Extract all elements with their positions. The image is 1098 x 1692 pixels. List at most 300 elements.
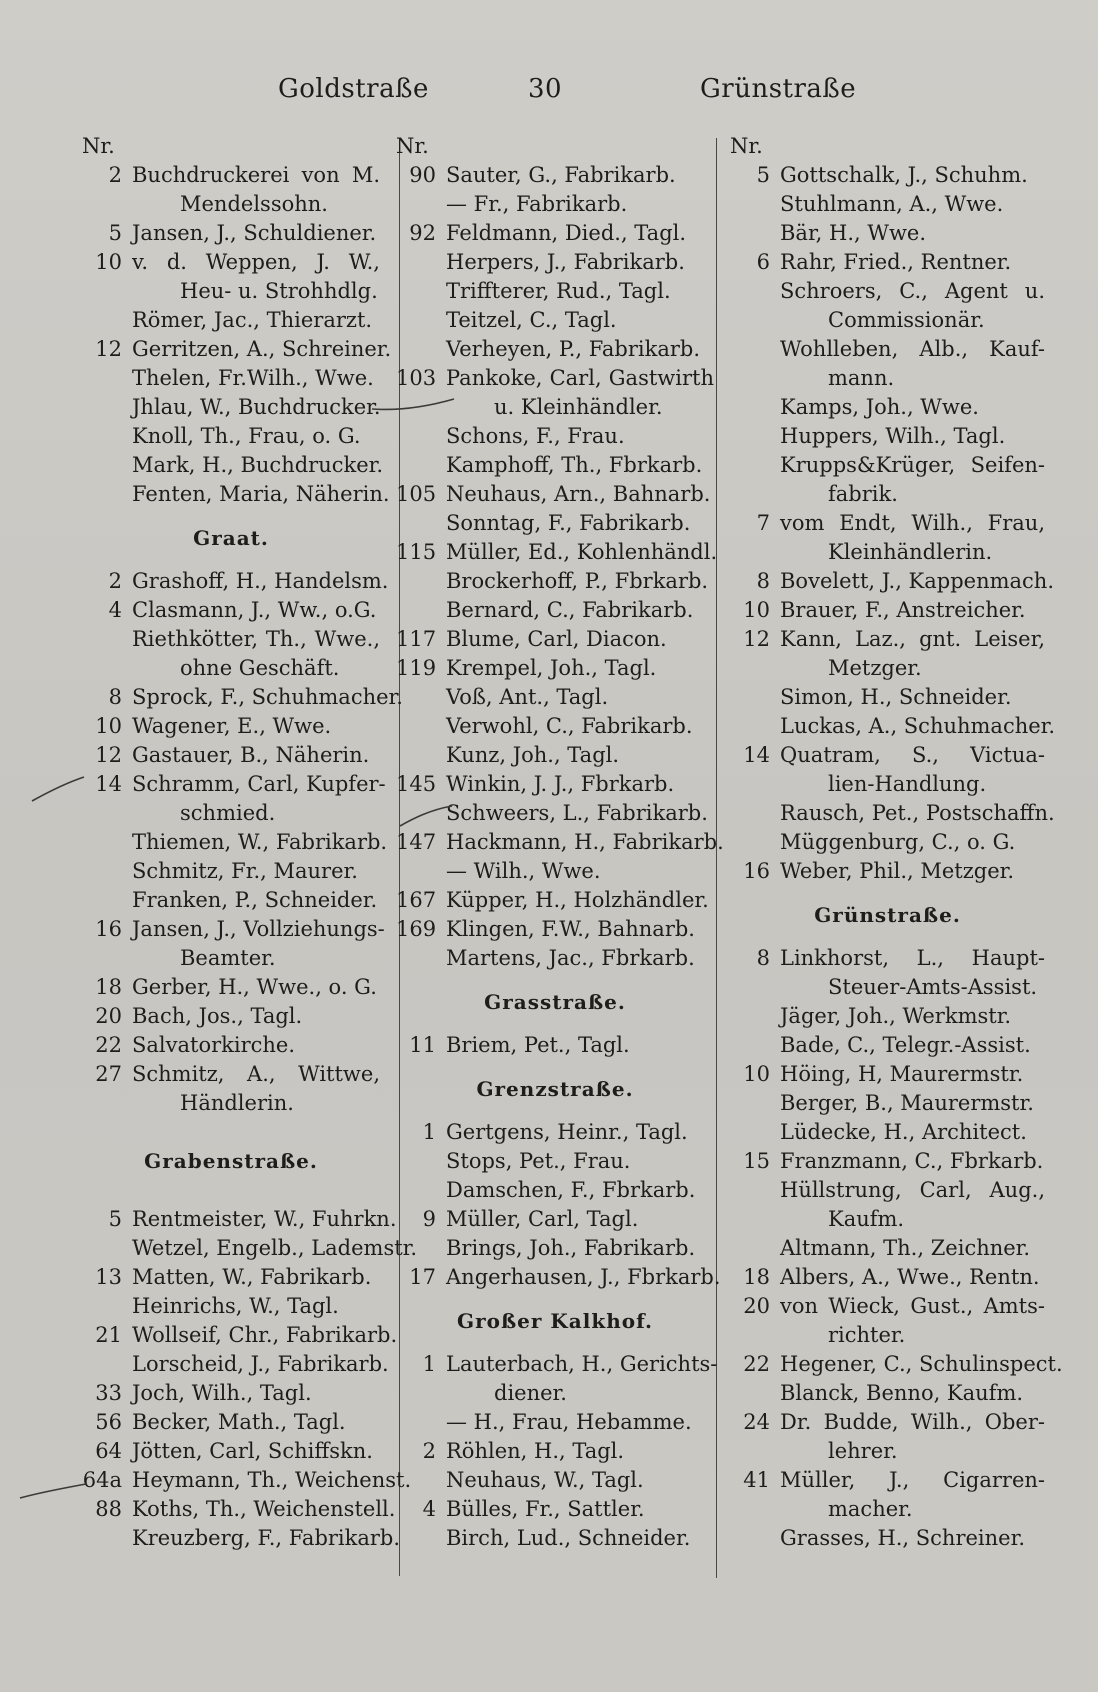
directory-entry	[730, 944, 1045, 1002]
resident-name: Sprock, F., Schuhmacher.	[132, 685, 403, 709]
house-number	[82, 480, 132, 509]
house-number: 10	[743, 1062, 770, 1086]
resident-name: Bülles, Fr., Sattler.	[446, 1497, 645, 1521]
house-number	[396, 509, 446, 538]
house-number	[396, 451, 446, 480]
resident-name: Dr. Budde, Wilh., Ober-	[780, 1410, 1045, 1434]
resident-name: Angerhausen, J., Fbrkarb.	[446, 1265, 721, 1289]
entry-continuation: lehrer.	[828, 1439, 898, 1463]
house-number	[730, 190, 780, 219]
page-number: 30	[528, 74, 563, 104]
directory-entry	[730, 741, 1045, 799]
resident-name: Altmann, Th., Zeichner.	[780, 1236, 1031, 1260]
directory-entry	[82, 857, 380, 886]
house-number	[730, 219, 780, 248]
house-number	[396, 944, 446, 973]
house-number: 4	[422, 1497, 436, 1521]
resident-name: Schons, F., Frau.	[446, 424, 625, 448]
house-number	[396, 190, 446, 219]
resident-name: Gastauer, B., Näherin.	[132, 743, 370, 767]
entry-continuation: macher.	[828, 1497, 913, 1521]
directory-entry	[396, 451, 714, 480]
directory-entry	[396, 1524, 714, 1553]
house-number	[730, 712, 780, 741]
directory-entry	[82, 973, 380, 1002]
resident-name: Verwohl, C., Fabrikarb.	[446, 714, 693, 738]
resident-name: Jhlau, W., Buchdrucker.	[132, 395, 381, 419]
house-number: 16	[95, 917, 122, 941]
directory-entry	[396, 1408, 714, 1437]
resident-name: Schweers, L., Fabrikarb.	[446, 801, 708, 825]
house-number	[730, 1234, 780, 1263]
house-number: 1	[422, 1120, 436, 1144]
resident-name: Neuhaus, W., Tagl.	[446, 1468, 644, 1492]
directory-entry	[730, 1524, 1045, 1553]
directory-entry	[396, 712, 714, 741]
resident-name: Bernard, C., Fabrikarb.	[446, 598, 694, 622]
directory-entry	[82, 1408, 380, 1437]
house-number: 22	[743, 1352, 770, 1376]
house-number	[730, 1176, 780, 1234]
resident-name: Neuhaus, Arn., Bahnarb.	[446, 482, 711, 506]
entry-continuation: mann.	[828, 366, 895, 390]
house-number: 147	[396, 830, 437, 854]
directory-entry	[396, 857, 714, 886]
column-2	[396, 132, 724, 1553]
house-number	[82, 422, 132, 451]
house-number	[82, 364, 132, 393]
resident-name: v. d. Weppen, J. W.,	[132, 250, 380, 274]
house-number: 2	[108, 569, 122, 593]
directory-entry	[82, 1350, 389, 1379]
street-heading: Grenzstraße.	[476, 1077, 634, 1101]
directory-entry	[396, 1263, 721, 1292]
house-number	[396, 335, 446, 364]
house-number: 2	[108, 163, 122, 187]
resident-name: Martens, Jac., Fbrkarb.	[446, 946, 695, 970]
resident-name: Feldmann, Died., Tagl.	[446, 221, 687, 245]
house-number: 9	[422, 1207, 436, 1231]
resident-name: Briem, Pet., Tagl.	[446, 1033, 630, 1057]
house-number	[396, 248, 446, 277]
resident-name: Wetzel, Engelb., Lademstr.	[132, 1236, 418, 1260]
resident-name: Jansen, J., Schuldiener.	[132, 221, 377, 245]
house-number	[730, 828, 780, 857]
entry-continuation: ohne Geschäft.	[180, 656, 340, 680]
resident-name: Kamphoff, Th., Fbrkarb.	[446, 453, 703, 477]
directory-entry	[82, 219, 380, 248]
house-number: 12	[743, 627, 770, 651]
house-number: 119	[396, 656, 437, 680]
resident-name: Berger, B., Maurermstr.	[780, 1091, 1034, 1115]
house-number	[82, 857, 132, 886]
directory-entry	[82, 1292, 380, 1321]
resident-name: Franken, P., Schneider.	[132, 888, 378, 912]
resident-name: Buchdruckerei von M.	[132, 163, 380, 187]
resident-name: Brockerhoff, P., Fbrkarb.	[446, 569, 709, 593]
directory-entry	[82, 1234, 418, 1263]
resident-name: Schmitz, A., Wittwe,	[132, 1062, 380, 1086]
house-number: 13	[95, 1265, 122, 1289]
pencil-mark	[370, 395, 462, 421]
resident-name: Blanck, Benno, Kaufm.	[780, 1381, 1024, 1405]
house-number: 18	[743, 1265, 770, 1289]
directory-entry	[82, 1437, 380, 1466]
house-number: 90	[409, 163, 436, 187]
directory-entry	[730, 712, 1056, 741]
directory-entry	[82, 1002, 380, 1031]
house-number: 10	[743, 598, 770, 622]
resident-name: Matten, W., Fabrikarb.	[132, 1265, 372, 1289]
house-number	[396, 1234, 446, 1263]
directory-entry	[730, 596, 1045, 625]
resident-name: Klingen, F.W., Bahnarb.	[446, 917, 695, 941]
resident-name: Weber, Phil., Metzger.	[780, 859, 1015, 883]
resident-name: — Fr., Fabrikarb.	[446, 192, 628, 216]
house-number: 115	[396, 540, 437, 564]
directory-entry	[82, 828, 388, 857]
directory-entry	[396, 219, 714, 248]
house-number: 22	[95, 1033, 122, 1057]
directory-entry	[396, 741, 714, 770]
directory-entry	[396, 1176, 714, 1205]
resident-name: Lauterbach, H., Gerichts-	[446, 1352, 718, 1376]
directory-entry	[396, 828, 724, 857]
house-number: 15	[743, 1149, 770, 1173]
resident-name: Brauer, F., Anstreicher.	[780, 598, 1026, 622]
entry-continuation: Kleinhändlerin.	[828, 540, 993, 564]
house-number	[730, 799, 780, 828]
house-number: 17	[409, 1265, 436, 1289]
house-number	[82, 886, 132, 915]
house-number	[396, 306, 446, 335]
house-number: 1	[422, 1352, 436, 1376]
resident-name: Rausch, Pet., Postschaffn.	[780, 801, 1055, 825]
directory-entry	[730, 277, 1045, 335]
directory-entry	[396, 1031, 714, 1060]
house-number	[396, 741, 446, 770]
resident-name: Hegener, C., Schulinspect.	[780, 1352, 1063, 1376]
house-number	[82, 1350, 132, 1379]
directory-entry	[730, 219, 1045, 248]
directory-entry	[82, 1466, 412, 1495]
resident-name: Joch, Wilh., Tagl.	[132, 1381, 312, 1405]
house-number	[730, 422, 780, 451]
resident-name: Fenten, Maria, Näherin.	[132, 482, 390, 506]
resident-name: Knoll, Th., Frau, o. G.	[132, 424, 361, 448]
directory-entry	[730, 1379, 1045, 1408]
directory-entry	[82, 625, 380, 683]
house-number	[396, 277, 446, 306]
house-number: 105	[396, 482, 437, 506]
house-number: 12	[95, 337, 122, 361]
column-label-nr: Nr.	[396, 134, 429, 158]
house-number: 145	[396, 772, 437, 796]
directory-entry	[730, 1292, 1045, 1350]
directory-entry	[82, 596, 380, 625]
directory-entry	[82, 364, 380, 393]
house-number: 7	[756, 511, 770, 535]
resident-name: Bovelett, J., Kappenmach.	[780, 569, 1054, 593]
resident-name: Sauter, G., Fabrikarb.	[446, 163, 676, 187]
directory-entry	[730, 1118, 1045, 1147]
directory-entry	[396, 770, 714, 799]
resident-name: Heinrichs, W., Tagl.	[132, 1294, 339, 1318]
house-number: 12	[95, 743, 122, 767]
resident-name: vom Endt, Wilh., Frau,	[780, 511, 1045, 535]
house-number: 64a	[82, 1468, 122, 1492]
house-number	[82, 306, 132, 335]
house-number	[82, 451, 132, 480]
directory-entry	[396, 886, 714, 915]
resident-name: Albers, A., Wwe., Rentn.	[780, 1265, 1040, 1289]
directory-entry	[730, 335, 1045, 393]
directory-entry	[82, 770, 386, 828]
resident-name: Pankoke, Carl, Gastwirth	[446, 366, 714, 390]
house-number: 18	[95, 975, 122, 999]
house-number: 11	[409, 1033, 436, 1057]
directory-entry	[396, 1350, 718, 1408]
resident-name: Gottschalk, J., Schuhm.	[780, 163, 1028, 187]
entry-continuation: Beamter.	[180, 946, 276, 970]
directory-entry	[396, 596, 714, 625]
resident-name: Sonntag, F., Fabrikarb.	[446, 511, 691, 535]
resident-name: Krempel, Joh., Tagl.	[446, 656, 657, 680]
resident-name: Bade, C., Telegr.-Assist.	[780, 1033, 1031, 1057]
house-number: 10	[95, 250, 122, 274]
house-number	[396, 857, 446, 886]
house-number	[396, 1176, 446, 1205]
entry-continuation: Kaufm.	[828, 1207, 905, 1231]
directory-entry	[730, 828, 1045, 857]
resident-name: Krupps&Krüger, Seifen-	[780, 453, 1045, 477]
pencil-mark	[396, 800, 456, 830]
house-number	[396, 422, 446, 451]
resident-name: Müller, J., Cigarren-	[780, 1468, 1045, 1492]
resident-name: Mark, H., Buchdrucker.	[132, 453, 384, 477]
resident-name: Kreuzberg, F., Fabrikarb.	[132, 1526, 401, 1550]
directory-entry	[396, 567, 714, 596]
directory-entry	[82, 1495, 396, 1524]
house-number: 8	[756, 946, 770, 970]
directory-entry	[730, 1089, 1045, 1118]
directory-entry	[730, 422, 1045, 451]
street-heading: Grasstraße.	[484, 990, 626, 1014]
directory-entry	[730, 393, 1045, 422]
directory-entry	[396, 654, 714, 683]
directory-entry	[396, 277, 714, 306]
directory-entry	[730, 1031, 1045, 1060]
house-number: 14	[743, 743, 770, 767]
directory-entry	[82, 567, 389, 596]
resident-name: Linkhorst, L., Haupt-	[780, 946, 1045, 970]
directory-entry	[396, 306, 714, 335]
directory-entry	[396, 625, 714, 654]
house-number: 41	[743, 1468, 770, 1492]
house-number	[730, 683, 780, 712]
house-number: 5	[108, 221, 122, 245]
resident-name: Voß, Ant., Tagl.	[446, 685, 609, 709]
directory-entry	[730, 161, 1045, 190]
resident-name: Damschen, F., Fbrkarb.	[446, 1178, 696, 1202]
directory-entry	[82, 1524, 401, 1553]
house-number: 8	[108, 685, 122, 709]
resident-name: Jäger, Joh., Werkmstr.	[780, 1004, 1012, 1028]
house-number: 10	[95, 714, 122, 738]
house-number: 6	[756, 250, 770, 274]
resident-name: Luckas, A., Schuhmacher.	[780, 714, 1056, 738]
directory-entry	[730, 857, 1045, 886]
directory-entry	[82, 306, 380, 335]
house-number	[82, 1292, 132, 1321]
directory-entry	[396, 1147, 714, 1176]
resident-name: Wagener, E., Wwe.	[132, 714, 332, 738]
resident-name: Riethkötter, Th., Wwe.,	[132, 627, 380, 651]
house-number	[82, 828, 132, 857]
directory-entry	[396, 915, 714, 944]
house-number: 2	[422, 1439, 436, 1463]
directory-entry	[396, 1495, 714, 1524]
directory-entry	[730, 1466, 1045, 1524]
house-number: 169	[396, 917, 437, 941]
directory-entry	[82, 451, 384, 480]
directory-entry	[82, 1205, 397, 1234]
directory-entry	[730, 567, 1054, 596]
directory-entry	[82, 1060, 380, 1118]
resident-name: — Wilh., Wwe.	[446, 859, 601, 883]
resident-name: Franzmann, C., Fbrkarb.	[780, 1149, 1044, 1173]
house-number	[730, 335, 780, 393]
resident-name: Teitzel, C., Tagl.	[446, 308, 617, 332]
directory-entry	[82, 712, 380, 741]
resident-name: Schroers, C., Agent u.	[780, 279, 1045, 303]
directory-entry	[396, 161, 714, 190]
directory-entry	[396, 422, 714, 451]
house-number	[730, 1379, 780, 1408]
directory-entry	[730, 1350, 1063, 1379]
directory-entry	[730, 248, 1045, 277]
entry-continuation: Metzger.	[828, 656, 922, 680]
directory-entry	[82, 1031, 380, 1060]
entry-continuation: lien-Handlung.	[828, 772, 987, 796]
directory-entry	[82, 1379, 380, 1408]
resident-name: Hüllstrung, Carl, Aug.,	[780, 1178, 1045, 1202]
resident-name: Röhlen, H., Tagl.	[446, 1439, 625, 1463]
directory-entry	[82, 1263, 380, 1292]
house-number: 21	[95, 1323, 122, 1347]
resident-name: Rahr, Fried., Rentner.	[780, 250, 1012, 274]
house-number: 27	[95, 1062, 122, 1086]
resident-name: Brings, Joh., Fabrikarb.	[446, 1236, 696, 1260]
resident-name: Verheyen, P., Fabrikarb.	[446, 337, 700, 361]
pencil-mark	[30, 775, 86, 805]
house-number	[396, 1147, 446, 1176]
directory-entry	[82, 393, 380, 422]
directory-entry	[396, 538, 718, 567]
header-street-left: Goldstraße	[278, 74, 429, 104]
house-number	[730, 277, 780, 335]
directory-entry	[730, 1176, 1045, 1234]
resident-name: Wollseif, Chr., Fabrikarb.	[132, 1323, 398, 1347]
entry-continuation: diener.	[494, 1381, 567, 1405]
entry-continuation: fabrik.	[828, 482, 898, 506]
street-heading: Grabenstraße.	[144, 1149, 318, 1173]
house-number	[396, 1524, 446, 1553]
house-number: 56	[95, 1410, 122, 1434]
directory-entry	[82, 683, 403, 712]
directory-entry	[396, 1118, 714, 1147]
resident-name: Schmitz, Fr., Maurer.	[132, 859, 358, 883]
resident-name: Grashoff, H., Handelsm.	[132, 569, 389, 593]
directory-entry	[82, 161, 380, 219]
resident-name: Simon, H., Schneider.	[780, 685, 1012, 709]
resident-name: Huppers, Wilh., Tagl.	[780, 424, 1006, 448]
resident-name: Thiemen, W., Fabrikarb.	[132, 830, 388, 854]
directory-entry	[730, 190, 1045, 219]
house-number: 24	[743, 1410, 770, 1434]
entry-continuation: Mendelssohn.	[180, 192, 328, 216]
directory-entry	[396, 944, 714, 973]
house-number	[730, 1118, 780, 1147]
house-number: 92	[409, 221, 436, 245]
house-number: 14	[95, 772, 122, 796]
house-number: 4	[108, 598, 122, 622]
directory-entry	[82, 886, 380, 915]
house-number	[396, 567, 446, 596]
entry-continuation: u. Kleinhändler.	[494, 395, 663, 419]
column-3	[730, 132, 1063, 1553]
resident-name: Stops, Pet., Frau.	[446, 1149, 631, 1173]
resident-name: — H., Frau, Hebamme.	[446, 1410, 692, 1434]
street-heading: Großer Kalkhof.	[457, 1309, 653, 1333]
directory-entry	[82, 248, 380, 306]
directory-entry	[396, 480, 714, 509]
entry-continuation: Steuer-Amts-Assist.	[828, 975, 1038, 999]
house-number	[730, 1002, 780, 1031]
resident-name: Triffterer, Rud., Tagl.	[446, 279, 671, 303]
resident-name: Schramm, Carl, Kupfer-	[132, 772, 386, 796]
resident-name: Birch, Lud., Schneider.	[446, 1526, 691, 1550]
house-number: 103	[396, 366, 437, 390]
directory-entry	[82, 741, 380, 770]
resident-name: Grasses, H., Schreiner.	[780, 1526, 1025, 1550]
house-number	[396, 596, 446, 625]
resident-name: Thelen, Fr.Wilh., Wwe.	[132, 366, 374, 390]
resident-name: Müller, Carl, Tagl.	[446, 1207, 639, 1231]
directory-entry	[730, 799, 1055, 828]
house-number	[396, 1408, 446, 1437]
street-heading: Grünstraße.	[814, 903, 961, 927]
entry-continuation: Heu- u. Strohhdlg.	[180, 279, 378, 303]
house-number	[82, 1524, 132, 1553]
directory-entry	[730, 1263, 1045, 1292]
resident-name: Blume, Carl, Diacon.	[446, 627, 667, 651]
house-number: 16	[743, 859, 770, 883]
directory-entry	[82, 422, 380, 451]
directory-entry	[730, 1002, 1045, 1031]
header-street-right: Grünstraße	[700, 74, 857, 104]
house-number: 117	[396, 627, 437, 651]
directory-entry	[396, 1205, 714, 1234]
directory-entry	[396, 1466, 714, 1495]
house-number: 5	[108, 1207, 122, 1231]
directory-entry	[730, 625, 1045, 683]
directory-entry	[396, 683, 714, 712]
entry-continuation: richter.	[828, 1323, 906, 1347]
directory-entry	[730, 1060, 1045, 1089]
directory-entry	[396, 335, 714, 364]
resident-name: Gerber, H., Wwe., o. G.	[132, 975, 377, 999]
